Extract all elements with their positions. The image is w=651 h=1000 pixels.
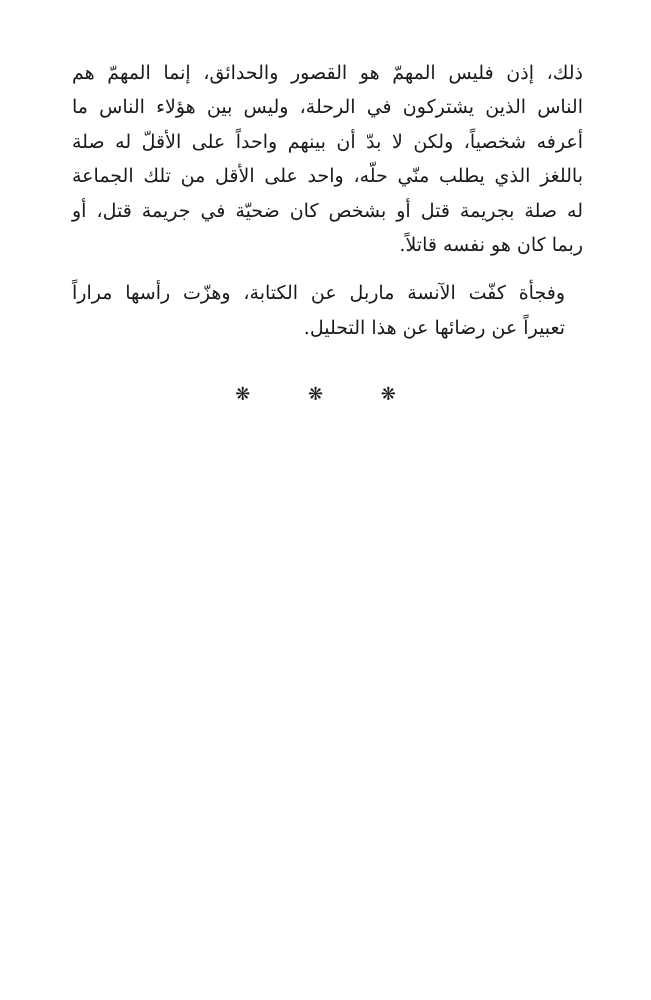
asterism-icon: ❋ <box>307 384 344 405</box>
body-text <box>72 56 583 345</box>
paragraph-2 <box>72 276 583 345</box>
text-line: أعرفه شخصياً، ولكن لا بدّ أن بينهم واحداً على الأقلّ له صلة <box>72 130 583 153</box>
asterism-icon: ❋ <box>235 384 271 405</box>
text-line: ذلك، إذن فليس المهمّ هو القصور والحدائق، إنما المهمّ هم <box>72 62 583 84</box>
paragraph-1 <box>72 56 583 262</box>
text-line: باللغز الذي يطلب منّي حلّه، واحد على الأقل من تلك الجماعة <box>72 165 583 188</box>
text-line: وفجأة كفّت الآنسة ماربل عن الكتابة، وهزّت رأسها مراراً <box>72 282 565 305</box>
text-line: تعبيراً عن رضائها عن هذا التحليل. <box>303 316 565 339</box>
asterism-icon: ❋ <box>380 384 416 405</box>
text-line: له صلة بجريمة قتل أو بشخص كان ضحيّة في جريمة قتل، أو <box>72 199 583 222</box>
text-line: الناس الذين يشتركون في الرحلة، وليس بين هؤلاء الناس ما <box>72 96 583 119</box>
text-line: ربما كان هو نفسه قاتلاً. <box>399 234 583 257</box>
section-separator <box>0 384 651 405</box>
